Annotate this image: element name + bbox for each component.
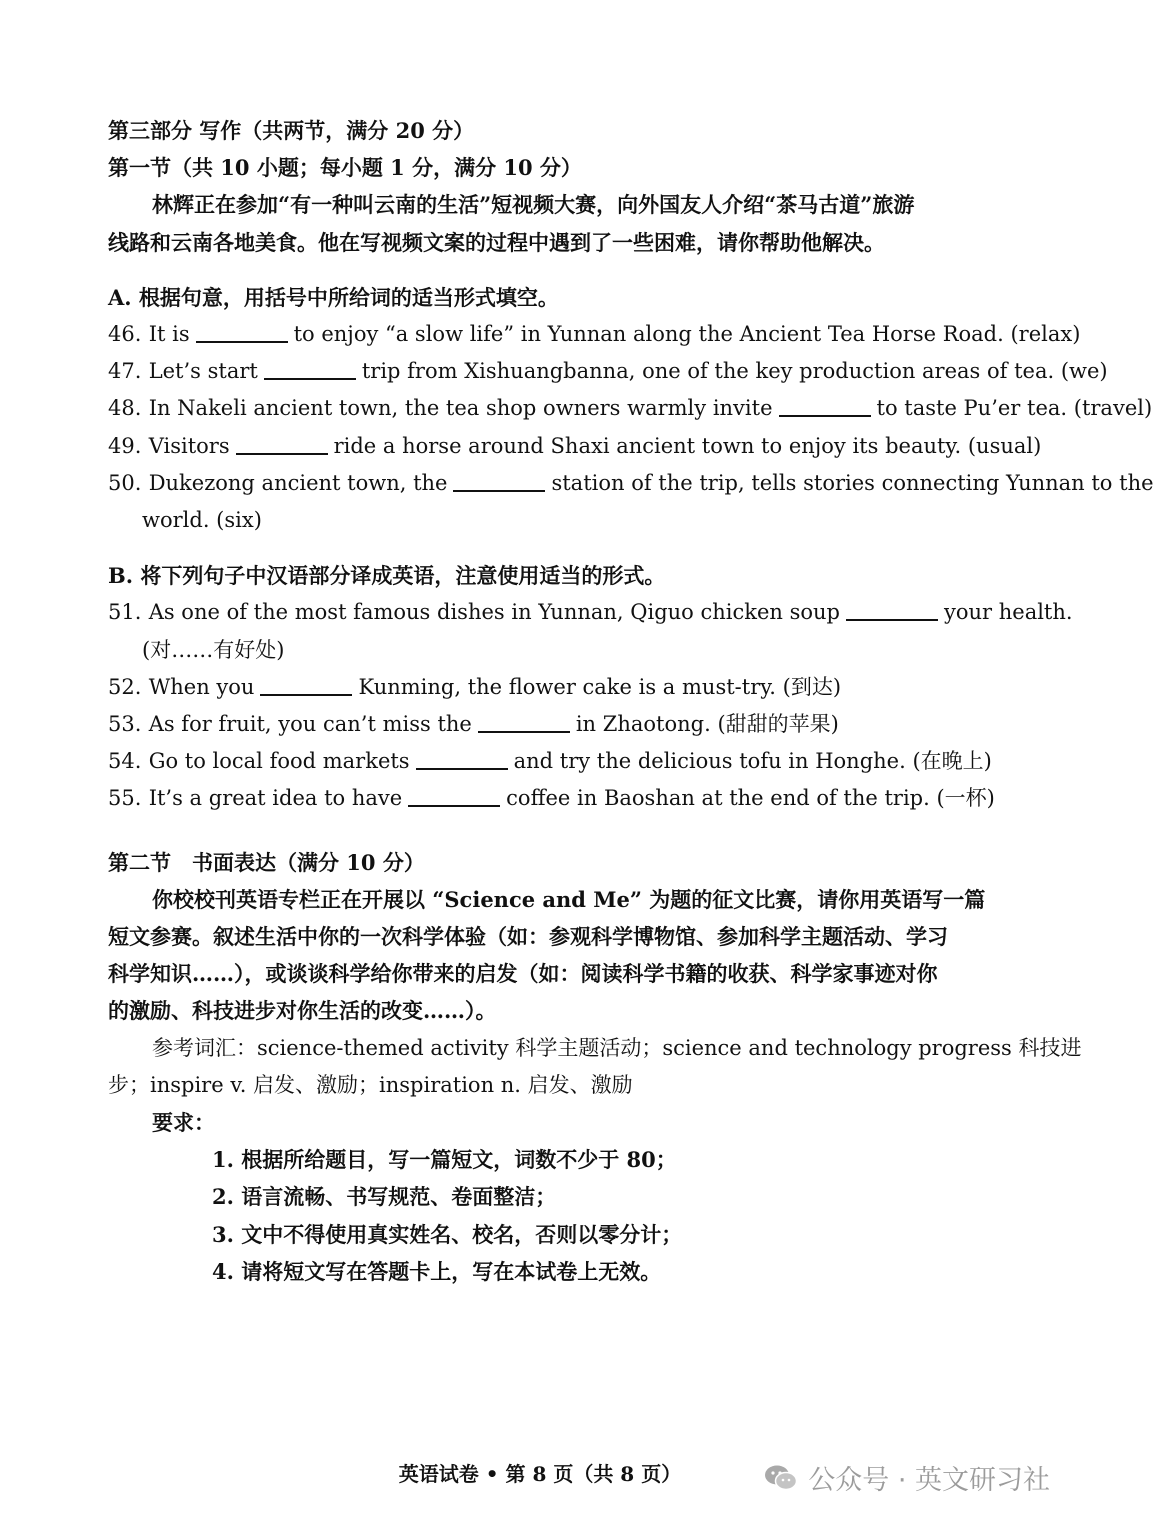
question-53 [108, 706, 1028, 743]
section1-intro-line1: 林辉正在参加“有一种叫云南的生活”短视频大赛，向外国友人介绍“茶马古道”旅游 [152, 192, 915, 218]
question-52 [108, 669, 1028, 706]
question-text-before: It is [148, 322, 190, 347]
requirement-1: 1. 根据所给题目，写一篇短文，词数不少于 80； [212, 1147, 677, 1173]
answer-blank [846, 599, 938, 621]
answer-blank [264, 358, 356, 380]
question-number: 51. [108, 600, 142, 625]
section2-para-line2: 短文参赛。叙述生活中你的一次科学体验（如：参观科学博物馆、参加科学主题活动、学习 [108, 924, 948, 950]
question-text-before: Dukezong ancient town, the [148, 470, 448, 495]
question-text-before: Visitors [148, 433, 230, 458]
question-number: 47. [108, 359, 142, 384]
question-number: 50. [108, 470, 142, 495]
question-text-after: your health. [944, 600, 1073, 625]
question-text-before: As one of the most famous dishes in Yunnan, Qiguo chicken soup [148, 600, 840, 625]
question-number: 55. [108, 786, 142, 811]
question-text-after: coffee in Baoshan at the end of the trip. (一杯) [506, 786, 995, 811]
question-55 [108, 780, 1028, 817]
partB-heading: B. 将下列句子中汉语部分译成英语，注意使用适当的形式。 [108, 563, 666, 589]
section2-para-line4: 的激励、科技进步对你生活的改变……）。 [108, 998, 497, 1024]
section2-para-line3: 科学知识……），或谈谈科学给你带来的启发（如：阅读科学书籍的收获、科学家事迹对你 [108, 961, 938, 987]
question-number: 54. [108, 749, 142, 774]
answer-blank [779, 395, 871, 417]
question-text-after: ride a horse around Shaxi ancient town to enjoy its beauty. (usual) [333, 433, 1042, 458]
question-text-after: trip from Xishuangbanna, one of the key production areas of tea. (we) [361, 359, 1108, 384]
answer-blank [453, 470, 545, 492]
question-number: 53. [108, 712, 142, 737]
question-text-before: In Nakeli ancient town, the tea shop owners warmly invite [148, 396, 773, 421]
question-text-after: station of the trip, tells stories connecting Yunnan to the [551, 470, 1154, 495]
question-number: 49. [108, 433, 142, 458]
answer-blank [236, 433, 328, 455]
question-46 [108, 316, 1081, 353]
section1-heading: 第一节（共 10 小题；每小题 1 分，满分 10 分） [108, 155, 582, 181]
question-text-before: When you [148, 674, 255, 699]
question-48 [108, 390, 1153, 427]
section2-para-line1: 你校校刊英语专栏正在开展以 “Science and Me” 为题的征文比赛，请你用英语写一篇 [152, 886, 986, 912]
question-51-continuation: (对……有好处) [142, 637, 285, 662]
question-text-after: to enjoy “a slow life” in Yunnan along the Ancient Tea Horse Road. (relax) [293, 322, 1081, 347]
partA-heading: A. 根据句意，用括号中所给词的适当形式填空。 [108, 284, 559, 310]
requirement-4: 4. 请将短文写在答题卡上，写在本试卷上无效。 [212, 1258, 662, 1284]
question-50 [108, 465, 1154, 502]
question-number: 48. [108, 396, 142, 421]
question-number: 52. [108, 674, 142, 699]
question-54 [108, 743, 1028, 780]
question-text-before: As for fruit, you can’t miss the [148, 712, 472, 737]
question-text-after: and try the delicious tofu in Honghe. (在晚上) [513, 749, 992, 774]
answer-blank [196, 321, 288, 343]
requirement-3: 3. 文中不得使用真实姓名、校名，否则以零分计； [212, 1221, 683, 1247]
answer-blank [260, 674, 352, 696]
answer-blank [478, 711, 570, 733]
wechat-icon [764, 1464, 798, 1492]
question-50-continuation: world. (six) [142, 508, 262, 533]
page-content [108, 112, 1154, 1290]
question-text-before: It’s a great idea to have [148, 786, 403, 811]
vocab-line1: 参考词汇：science-themed activity 科学主题活动；science and technology progress 科技进 [152, 1035, 1082, 1060]
watermark-text: 公众号 · 英文研习社 [808, 1465, 1050, 1496]
answer-blank [408, 785, 500, 807]
question-49 [108, 428, 1042, 465]
requirements-label: 要求： [152, 1110, 215, 1136]
question-number: 46. [108, 322, 142, 347]
question-51 [108, 594, 1073, 631]
section1-intro-line2: 线路和云南各地美食。他在写视频文案的过程中遇到了一些困难，请你帮助他解决。 [108, 229, 885, 255]
question-text-before: Let’s start [148, 359, 258, 384]
watermark [764, 1458, 1050, 1497]
question-text-after: to taste Pu’er tea. (travel) [876, 396, 1153, 421]
question-text-after: in Zhaotong. (甜甜的苹果) [575, 712, 839, 737]
question-text-before: Go to local food markets [148, 749, 410, 774]
answer-blank [416, 748, 508, 770]
question-text-after: Kunming, the flower cake is a must-try. (到达) [358, 674, 842, 699]
section2-heading: 第二节 书面表达（满分 10 分） [108, 849, 425, 875]
vocab-line2: 步；inspire v. 启发、激励；inspiration n. 启发、激励 [108, 1072, 633, 1097]
page-footer: 英语试卷 • 第 8 页（共 8 页） [398, 1462, 682, 1486]
requirement-2: 2. 语言流畅、书写规范、卷面整洁； [212, 1184, 557, 1210]
question-47 [108, 353, 1108, 390]
part-heading: 第三部分 写作（共两节，满分 20 分） [108, 118, 475, 143]
